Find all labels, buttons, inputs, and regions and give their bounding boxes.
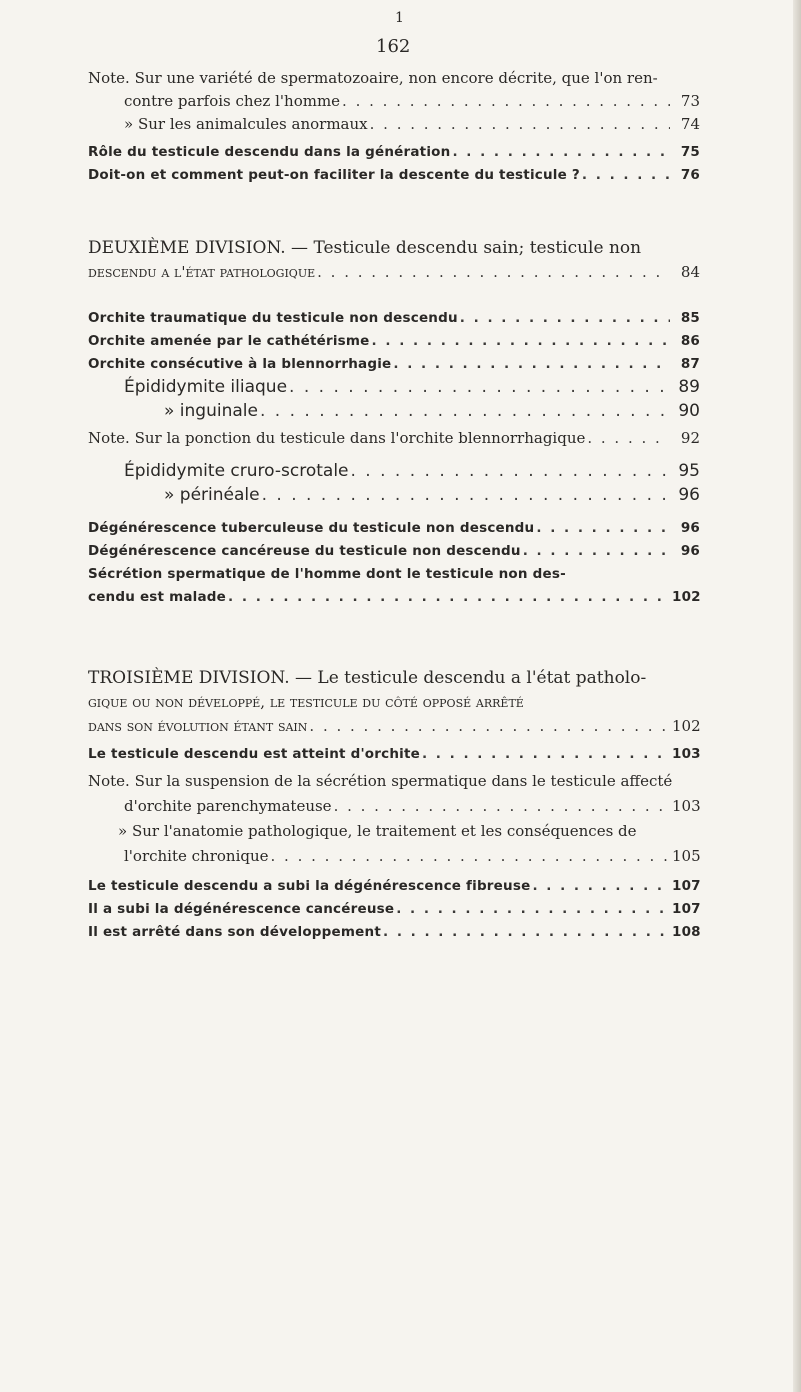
page-ref: 96 <box>680 520 700 536</box>
toc-entry: Orchite consécutive à la blennorrhagie . . . 87 <box>88 354 700 374</box>
page-number: 162 <box>376 36 411 57</box>
toc-entry: Doit-on et comment peut-on faciliter la descente du testicule ? . . . 76 <box>88 165 700 185</box>
toc-entry: Dégénérescence cancéreuse du testicule non descendu . . . 96 <box>88 541 700 561</box>
page-ref: 86 <box>680 333 700 349</box>
toc-entry: d'orchite parenchymateuse . . . 103 <box>124 796 700 816</box>
toc-line: Note. Sur une variété de spermatozoaire, non encore décrite, que l'on ren- <box>88 69 658 87</box>
division-heading: DEUXIÈME DIVISION. — Testicule descendu sain; testicule non <box>88 238 642 258</box>
page-ref: 105 <box>672 847 701 865</box>
page-ref: 75 <box>680 144 700 160</box>
toc-entry: Il est arrêté dans son développement . . . 108 <box>88 922 700 942</box>
page-mark: 1 <box>395 10 404 26</box>
toc-entry: » périnéale . . . 96 <box>164 485 700 505</box>
toc-entry: Orchite traumatique du testicule non descendu . . . 85 <box>88 308 700 328</box>
page-ref: 95 <box>678 461 700 481</box>
division-heading: TROISIÈME DIVISION. — Le testicule descendu a l'état patholo- <box>88 668 647 688</box>
page-edge <box>793 0 801 1392</box>
page-ref: 103 <box>672 746 701 762</box>
toc-entry: Épididymite cruro-scrotale . . . 95 <box>124 461 700 481</box>
toc-entry: descendu a l'état pathologique . . . 84 <box>88 262 700 282</box>
page-ref: 107 <box>672 901 701 917</box>
toc-entry: cendu est malade . . . 102 <box>88 587 700 607</box>
toc-entry: Note. Sur la ponction du testicule dans l'orchite blennorrhagique . . . 92 <box>88 428 700 448</box>
toc-entry: dans son évolution étant sain . . . 102 <box>88 716 700 736</box>
toc-entry: contre parfois chez l'homme . . . 73 <box>124 91 700 111</box>
page-ref: 87 <box>680 356 700 372</box>
page-ref: 107 <box>672 878 701 894</box>
page-ref: 92 <box>680 429 700 447</box>
toc-line: Sécrétion spermatique de l'homme dont le testicule non des- <box>88 566 566 582</box>
toc-entry: Le testicule descendu a subi la dégénérescence fibreuse . . . 107 <box>88 876 700 896</box>
page-ref: 108 <box>672 924 701 940</box>
page-ref: 84 <box>680 263 700 281</box>
page-ref: 76 <box>680 167 700 183</box>
page-ref: 90 <box>678 401 700 421</box>
toc-line: » Sur l'anatomie pathologique, le traitement et les conséquences de <box>118 822 637 840</box>
page-ref: 103 <box>672 797 701 815</box>
page-ref: 85 <box>680 310 700 326</box>
toc-entry: Il a subi la dégénérescence cancéreuse . . . 107 <box>88 899 700 919</box>
toc-entry: Dégénérescence tuberculeuse du testicule non descendu . . . 96 <box>88 518 700 538</box>
page-ref: 102 <box>672 589 701 605</box>
toc-line: gique ou non développé, le testicule du côté opposé arrêté <box>88 693 524 711</box>
toc-entry: Épididymite iliaque . . . 89 <box>124 377 700 397</box>
toc-entry: l'orchite chronique . . . 105 <box>124 846 700 866</box>
toc-entry: Orchite amenée par le cathétérisme . . . 86 <box>88 331 700 351</box>
toc-entry: Le testicule descendu est atteint d'orchite . . . 103 <box>88 744 700 764</box>
page-ref: 89 <box>678 377 700 397</box>
page-ref: 96 <box>680 543 700 559</box>
page-ref: 96 <box>678 485 700 505</box>
page-ref: 73 <box>680 92 700 110</box>
toc-line: Note. Sur la suspension de la sécrétion spermatique dans le testicule affecté <box>88 772 673 790</box>
toc-entry: Rôle du testicule descendu dans la génération . . . 75 <box>88 142 700 162</box>
page-ref: 74 <box>680 115 700 133</box>
toc-entry: » Sur les animalcules anormaux . . . 74 <box>124 114 700 134</box>
page-ref: 102 <box>672 717 701 735</box>
toc-entry: » inguinale . . . 90 <box>164 401 700 421</box>
